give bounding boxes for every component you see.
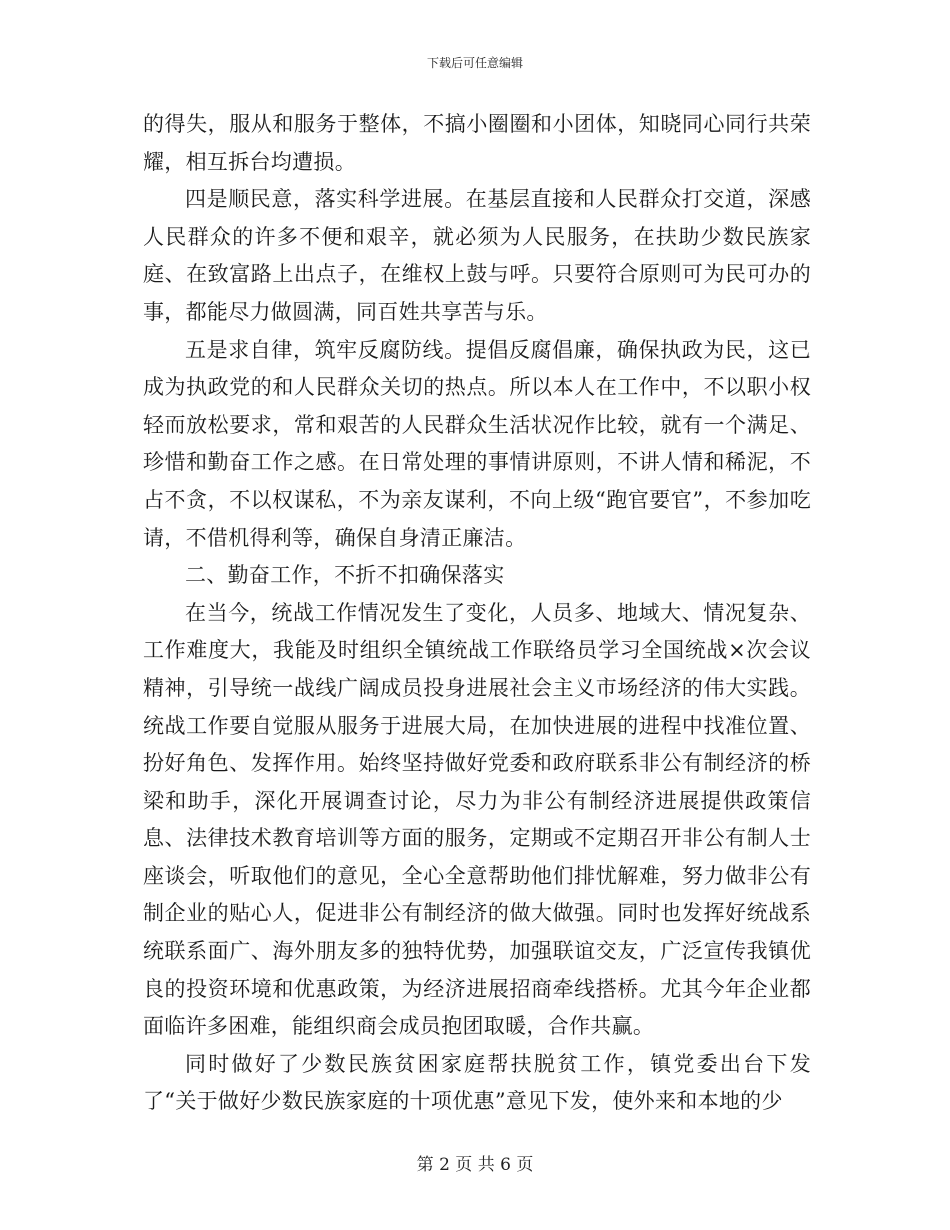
document-body [143,106,811,1121]
paragraph-minority-poverty: 同时做好了少数民族贫困家庭帮扶脱贫工作，镇党委出台下发了“关于做好少数民族家庭的十项优惠”意见下发，使外来和本地的少 [143,1051,811,1114]
paragraph-qiu-zilv: 五是求自律，筑牢反腐防线。提倡反腐倡廉，确保执政为民，这已成为执政党的和人民群众关切的热点。所以本人在工作中，不以职小权轻而放松要求，常和艰苦的人民群众生活状况作比较，就有一个满足、珍惜和勤奋工作之感。在日常处理的事情讲原则，不讲人情和稀泥，不占不贪，不以权谋私，不为亲友谋利，不向上级“跑官要官”，不参加吃请，不借机得利等，确保自身清正廉洁。 [143,337,811,550]
page-number-footer: 第 2 页 共 6 页 [416,1155,534,1175]
page-header: 下载后可任意编辑 [426,56,523,70]
paragraph-tongzhan-work: 在当今，统战工作情况发生了变化，人员多、地域大、情况复杂、工作难度大，我能及时组织全镇统战工作联络员学习全国统战×次会议精神，引导统一战线广阔成员投身进展社会主义市场经济的伟大实践。统战工作要自觉服从服务于进展大局，在加快进展的进程中找准位置、扮好角色、发挥作用。始终坚持做好党委和政府联系非公有制经济的桥梁和助手，深化开展调查讨论，尽力为非公有制经济进展提供政策信息、法律技术教育培训等方面的服务，定期或不定期召开非公有制人士座谈会，听取他们的意见，全心全意帮助他们排忧解难，努力做非公有制企业的贴心人，促进非公有制经济的做大做强。同时也发挥好统战系统联系面广、海外朋友多的独特优势，加强联谊交友，广泛宣传我镇优良的投资环境和优惠政策，为经济进展招商牵线搭桥。尤其今年企业都面临许多困难，能组织商会成员抱团取暖，合作共赢。 [143,600,811,1039]
paragraph-shun-minyi: 四是顺民意，落实科学进展。在基层直接和人民群众打交道，深感人民群众的许多不便和艰辛，就必须为人民服务，在扶助少数民族家庭、在致富路上出点子，在维权上鼓与呼。只要符合原则可为民可办的事，都能尽力做圆满，同百姓共享苦与乐。 [143,187,811,324]
section-heading-qinfen-gongzuo: 二、勤奋工作，不折不扣确保落实 [185,563,505,588]
paragraph-continuation: 的得失，服从和服务于整体，不搞小圈圈和小团体，知晓同心同行共荣耀，相互拆台均遭损。 [143,112,811,174]
